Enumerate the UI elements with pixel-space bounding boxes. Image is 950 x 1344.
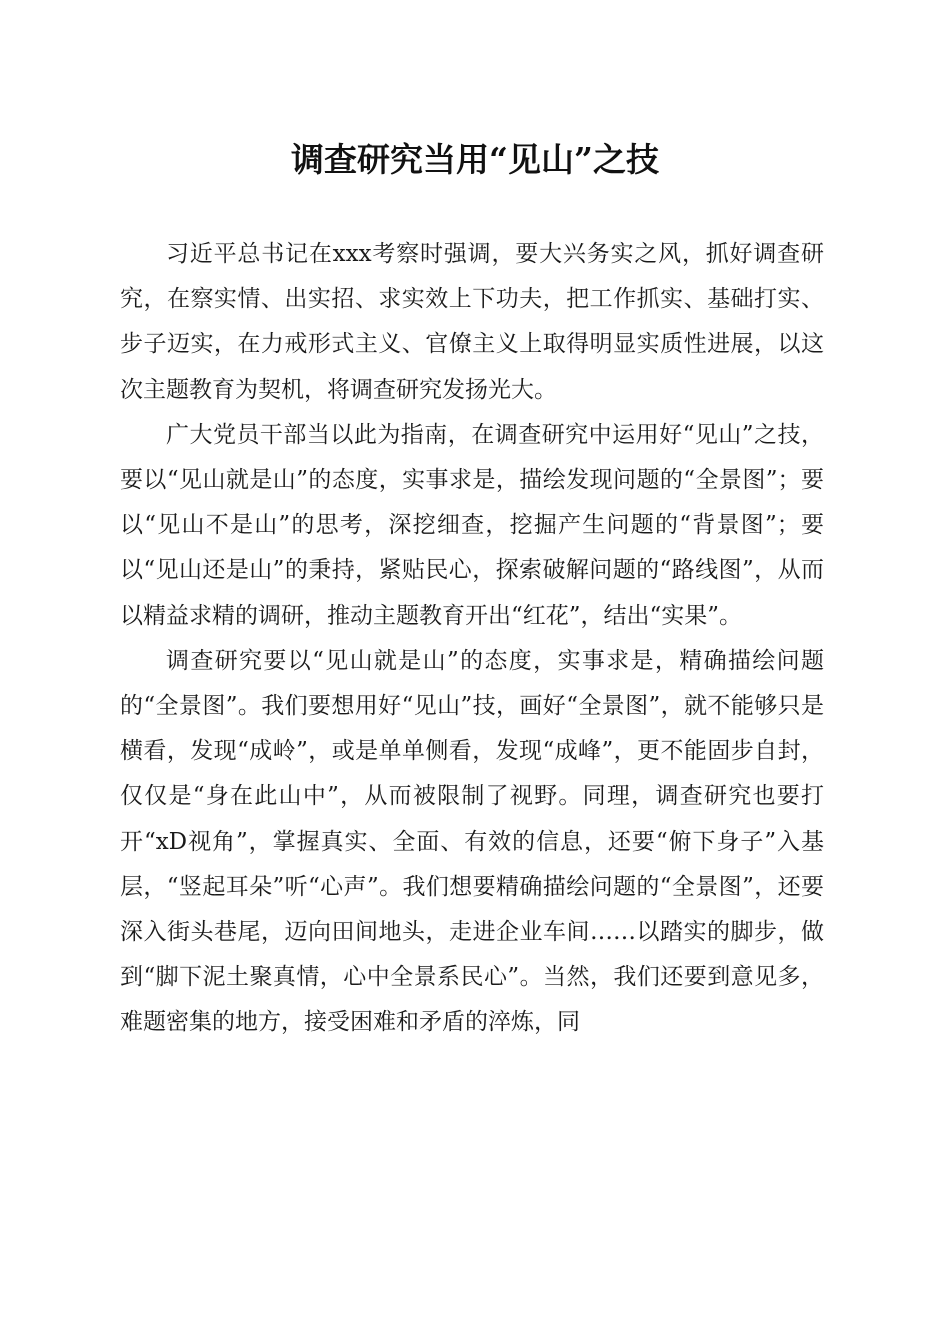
document-title: 调查研究当用“见山”之技 (291, 140, 659, 179)
paragraph-3: 调查研究要以“见山就是山”的态度，实事求是，精确描绘问题的“全景图”。我们要想用好“见山”技，画好“全景图”，就不能够只是横看，发现“成岭”，或是单单侧看，发现“成峰”，更不能固步自封，仅仅是“身在此山中”，从而被限制了视野。同理，调查研究也要打开“xD视角”，掌握真实、全面、有效的信息，还要“俯下身子”入基层，“竖起耳朵”听“心声”。我们想要精确描绘问题的“全景图”，还要深入街头巷尾，迈向田间地头，走进企业车间……以踏实的脚步，做到“脚下泥土聚真情，心中全景系民心”。当然，我们还要到意见多，难题密集的地方，接受困难和矛盾的淬炼，同 (120, 647, 824, 1036)
document-body (120, 232, 824, 1046)
paragraph-2: 广大党员干部当以此为指南，在调查研究中运用好“见山”之技，要以“见山就是山”的态度，实事求是，描绘发现问题的“全景图”；要以“见山不是山”的思考，深挖细查，挖掘产生问题的“背景图”；要以“见山还是山”的秉持，紧贴民心，探索破解问题的“路线图”，从而以精益求精的调研，推动主题教育开出“红花”，结出“实果”。 (120, 421, 824, 629)
paragraph-1: 习近平总书记在xxx考察时强调，要大兴务实之风，抓好调查研究，在察实情、出实招、求实效上下功夫，把工作抓实、基础打实、步子迈实，在力戒形式主义、官僚主义上取得明显实质性进展，以这次主题教育为契机，将调查研究发扬光大。 (120, 241, 824, 403)
